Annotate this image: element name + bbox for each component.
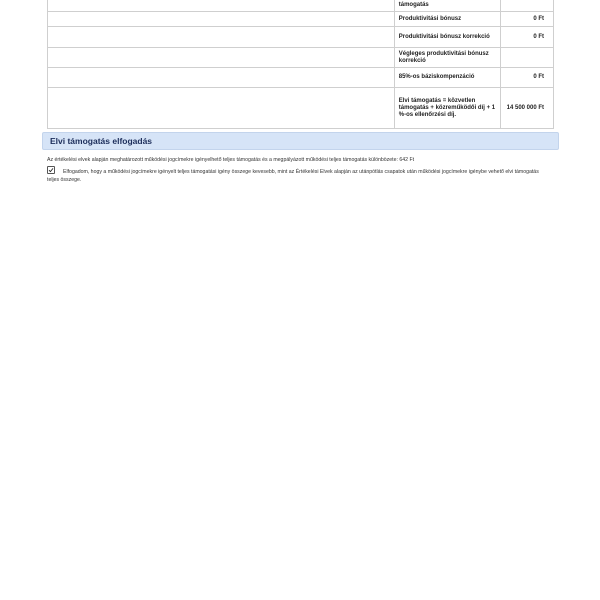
table-row [48,68,554,88]
acceptance-checkbox[interactable] [47,166,55,174]
row-value [500,0,553,12]
table-row [48,27,554,48]
table-row [48,48,554,68]
row-value: 14 500 000 Ft [500,88,553,129]
acceptance-statement: Elfogadom, hogy a működési jogcímekre igényelt teljes támogatási igény összege kevesebb, mint az Értékelési Elvek alapján az utánpótlás csapatok után működési jogcímekre igénybe vehető elvi támogatás teljes összege. [47,169,539,183]
table-cell-empty [48,68,395,88]
table-row [48,0,554,12]
row-value: 0 Ft [500,12,553,27]
table-cell-empty [48,0,395,12]
row-label: Végleges produktivitási bónusz korrekció [394,48,500,68]
section-title: Elvi támogatás elfogadás [50,136,153,146]
financial-summary-table [47,0,554,129]
table-cell-empty [48,88,395,129]
section-header [42,132,559,150]
row-label: Produktivitási bónusz korrekció [394,27,500,48]
row-label: 85%-os báziskompenzáció [394,68,500,88]
table-cell-empty [48,48,395,68]
table-cell-empty [48,12,395,27]
difference-info-text: Az értékelési elvek alapján meghatározott működési jogcímekre igényelhető teljes támogatás és a megpályázott működési teljes támogatás különbözete: 642 Ft [47,157,415,163]
row-value [500,48,553,68]
table-row [48,12,554,27]
row-label: támogatás [394,0,500,12]
checkmark-icon [48,167,54,173]
table-row [48,88,554,129]
table-cell-empty [48,27,395,48]
row-label: Produktivitási bónusz [394,12,500,27]
row-value: 0 Ft [500,27,553,48]
row-value: 0 Ft [500,68,553,88]
row-label: Elvi támogatás = közvetlen támogatás + közreműködői díj + 1 %-os ellenőrzési díj. [394,88,500,129]
